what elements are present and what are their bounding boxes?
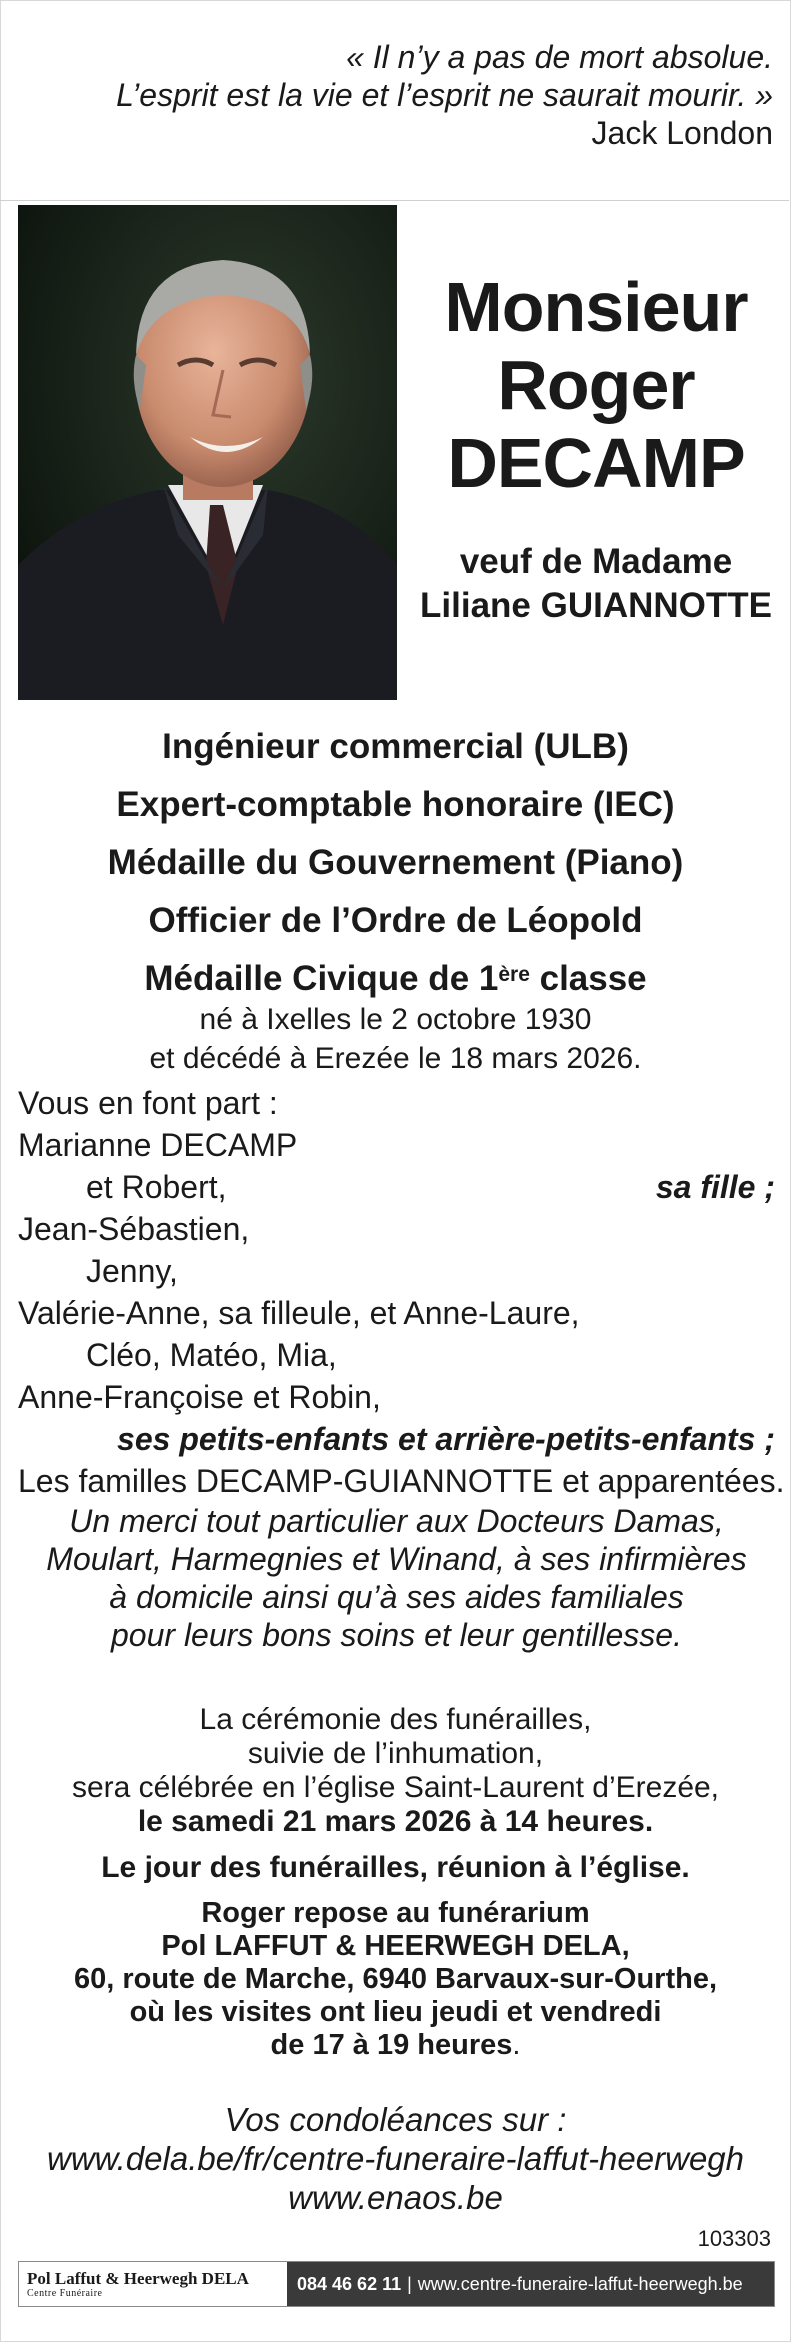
condolences-url-1[interactable]: www.dela.be/fr/centre-funeraire-laffut-heerwegh <box>46 2140 744 2177</box>
family-line-robert: et Robert, <box>86 1169 227 1205</box>
quote-line-2: L’esprit est la vie et l’esprit ne saurait mourir. » <box>116 77 773 113</box>
title-3: Médaille du Gouvernement (Piano) <box>107 843 684 882</box>
family-line-jean: Jean-Sébastien, <box>18 1211 250 1247</box>
condolences-intro: Vos condoléances sur : <box>224 2101 567 2138</box>
civility: Monsieur <box>444 268 748 346</box>
death-line: et décédé à Erezée le 18 mars 2026. <box>149 1042 642 1075</box>
funerarium-line-4: où les visites ont lieu jeudi et vendredi <box>129 1996 662 2028</box>
ceremony-line-3: sera célébrée en l’église Saint-Laurent d’Erezée, <box>71 1771 720 1804</box>
family-line-cleo: Cléo, Matéo, Mia, <box>86 1337 337 1373</box>
deceased-name-block <box>415 268 777 628</box>
family-line-families: Les familles DECAMP-GUIANNOTTE et apparentées. <box>18 1463 785 1499</box>
footer-website[interactable]: www.centre-funeraire-laffut-heerwegh.be <box>417 2273 743 2294</box>
birth-death-dates <box>0 1000 791 1078</box>
first-name: Roger <box>497 346 695 424</box>
last-name: DECAMP <box>447 424 745 502</box>
title-5-prefix: Médaille Civique de 1 <box>144 959 499 998</box>
footer-separator: | <box>407 2273 412 2294</box>
family-line-jenny: Jenny, <box>86 1253 178 1289</box>
title-4: Officier de l’Ordre de Léopold <box>148 901 643 940</box>
ceremony-meeting: Le jour des funérailles, réunion à l’église. <box>101 1851 690 1884</box>
portrait-photo <box>18 205 397 700</box>
funerarium-info <box>0 1897 791 2062</box>
family-row-robert <box>18 1166 775 1208</box>
spacer <box>0 1885 791 1897</box>
condolences-block <box>0 2100 791 2217</box>
honorary-titles <box>0 718 791 1008</box>
logo-name: Pol Laffut & Heerwegh DELA <box>27 2268 249 2288</box>
title-5-sup: ère <box>498 963 530 986</box>
logo-subtitle: Centre Funéraire <box>27 2287 103 2299</box>
title-5-suffix: classe <box>529 959 647 998</box>
title-1: Ingénieur commercial (ULB) <box>162 727 629 766</box>
family-line-marianne: Marianne DECAMP <box>18 1127 298 1163</box>
title-2: Expert-comptable honoraire (IEC) <box>116 785 675 824</box>
funerarium-line-1: Roger repose au funérarium <box>201 1897 590 1929</box>
family-announcement <box>18 1082 785 1654</box>
funerarium-line-5 <box>0 2029 791 2062</box>
footer-bar <box>18 2261 775 2307</box>
visit-hours-end: . <box>512 2029 521 2061</box>
thanks-line-4: pour leurs bons soins et leur gentillesse. <box>111 1617 682 1653</box>
funeral-home-logo <box>19 2262 287 2306</box>
family-intro: Vous en font part : <box>18 1085 278 1121</box>
ceremony-info <box>0 1703 791 2062</box>
thanks-line-1: Un merci tout particulier aux Docteurs Damas, <box>69 1503 724 1539</box>
thanks-line-3: à domicile ainsi qu’à ses aides familiales <box>109 1579 684 1615</box>
ceremony-line-2: suivie de l’inhumation, <box>247 1737 544 1770</box>
widow-line-1: veuf de Madame <box>459 542 733 581</box>
portrait-illustration <box>18 205 397 700</box>
divider <box>0 200 789 201</box>
condolences-url-2[interactable]: www.enaos.be <box>288 2179 503 2216</box>
family-line-annef: Anne-Françoise et Robin, <box>18 1379 381 1415</box>
family-line-valerie: Valérie-Anne, sa filleule, et Anne-Laure, <box>18 1295 580 1331</box>
funerarium-line-2: Pol LAFFUT & HEERWEGH DELA, <box>161 1930 630 1962</box>
visit-hours: de 17 à 19 heures <box>270 2029 513 2061</box>
quote-author: Jack London <box>591 115 773 151</box>
thanks-line-2: Moulart, Harmegnies et Winand, à ses infirmières <box>46 1541 747 1577</box>
reference-number: 103303 <box>697 2226 771 2251</box>
quote-block <box>116 38 773 152</box>
birth-line: né à Ixelles le 2 octobre 1930 <box>199 1003 592 1036</box>
spacer <box>0 1839 791 1851</box>
footer-contact <box>287 2262 774 2306</box>
widow-line-2: Liliane GUIANNOTTE <box>420 586 772 625</box>
ceremony-date: le samedi 21 mars 2026 à 14 heures. <box>137 1805 654 1838</box>
relation-daughter: sa fille ; <box>655 1169 775 1205</box>
relation-grandchildren: ses petits-enfants et arrière-petits-enfants ; <box>117 1421 775 1457</box>
ceremony-line-1: La cérémonie des funérailles, <box>199 1703 592 1736</box>
funerarium-line-3: 60, route de Marche, 6940 Barvaux-sur-Ourthe, <box>73 1963 718 1995</box>
footer-phone[interactable]: 084 46 62 11 <box>297 2273 402 2294</box>
quote-line-1: « Il n’y a pas de mort absolue. <box>346 39 773 75</box>
widow-info <box>415 540 777 628</box>
